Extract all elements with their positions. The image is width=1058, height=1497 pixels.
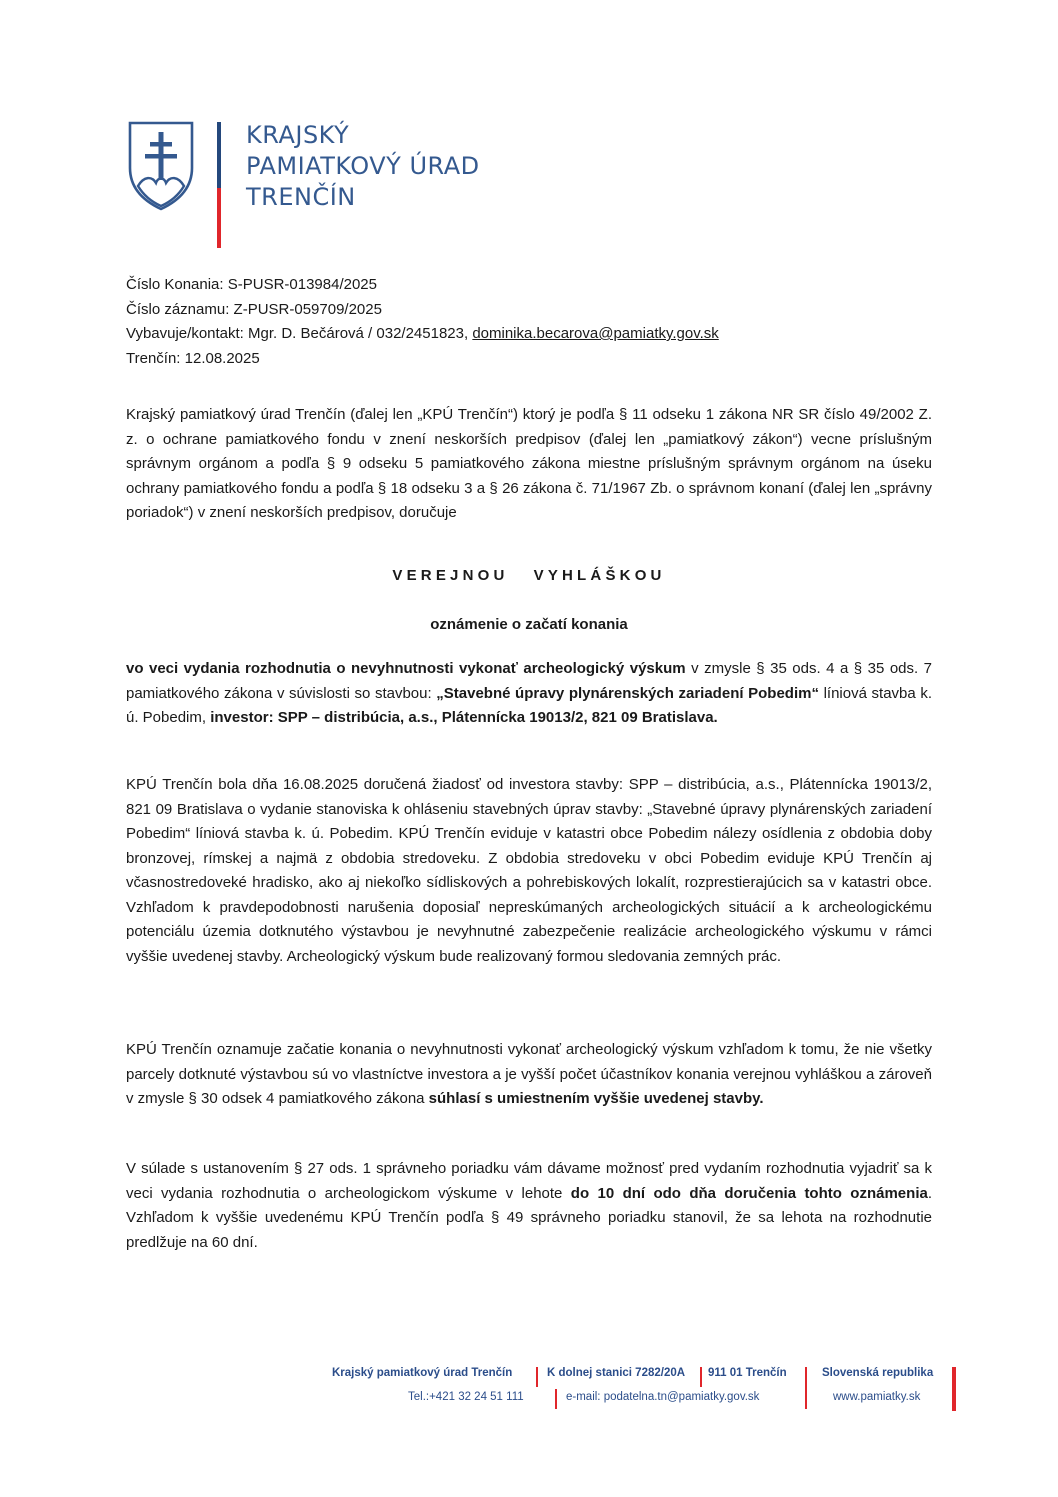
paragraph-announcement-bold: súhlasí s umiestnením vyššie uvedenej stavby. [428, 1090, 764, 1107]
case-number: Číslo Konania: S-PUSR-013984/2025 [126, 276, 377, 293]
logo-wordmark [246, 120, 480, 213]
footer-divider [805, 1367, 807, 1409]
document-metadata [126, 273, 719, 371]
subject-text-1: v zmysle § 35 ods. 4 a § 35 ods. 7 pamiatkového zákona v súvislosti so stavbou: [126, 660, 933, 702]
logo-divider [217, 122, 221, 248]
logo-line-1: KRAJSKÝ [246, 121, 350, 149]
subject-bold-1: vo veci vydania rozhodnutia o nevyhnutnosti vykonať archeologický výskum [126, 660, 686, 677]
subject-bold-2: „Stavebné úpravy plynárenských zariadení Pobedim“ [436, 684, 819, 702]
document-date: Trenčín: 12.08.2025 [126, 349, 260, 367]
paragraph-deadline-text-2: . Vzhľadom k vyššie uvedenému KPÚ Trenčín podľa § 49 správneho poriadku stanovil, že sa lehota na rozhodnutie predlžuje na 60 dní. [126, 1184, 932, 1251]
paragraph-deadline-bold: do 10 dní odo dňa doručenia tohto oznámenia [570, 1184, 928, 1202]
subject-paragraph [126, 657, 932, 731]
record-number: Číslo záznamu: Z-PUSR-059709/2025 [126, 300, 382, 318]
footer-email[interactable]: e-mail: podatelna.tn@pamiatky.gov.sk [566, 1391, 760, 1403]
intro-paragraph: Krajský pamiatkový úrad Trenčín (ďalej len „KPÚ Trenčín“) ktorý je podľa § 11 odseku 1 zákona NR SR číslo 49/2002 Z. z. o ochrane pamiatkového fondu v znení neskorších predpisov (ďalej len „pamiatkový zákon“) vecne príslušným správnym orgánom a podľa § 9 odseku 5 pamiatkového zákona miestne príslušným správnym orgánom na úseku ochrany pamiatkového fondu a podľa § 18 odseku 3 a § 26 zákona č. 71/1967 Zb. o správnom konaní (ďalej len „správny poriadok“) v znení neskorších predpisov, doručuje [126, 406, 932, 521]
footer-divider [952, 1367, 956, 1411]
contact-prefix: Vybavuje/kontakt: Mgr. D. Bečárová / 032/2451823, [126, 325, 473, 342]
office-logo [126, 120, 546, 250]
page-footer [300, 1367, 970, 1411]
paragraph-request: KPÚ Trenčín bola dňa 16.08.2025 doručená žiadosť od investora stavby: SPP – distribúcia, a.s., Plátennícka 19013/2, 821 09 Bratislava o vydanie stanoviska k ohláseniu stavebných úprav stavby: „Stavebné úpravy plynárenských zariadení Pobedim“ líniová stavba k. ú. Pobedim. KPÚ Trenčín eviduje v katastri obce Pobedim nálezy osídlenia z obdobia doby bronzovej, rímskej a najmä z obdobia stredoveku. Z obdobia stredoveku v obci Pobedim eviduje KPÚ Trenčín aj včasnostredoveké hradisko, ako aj niekoľko sídliskových a pohrebiskových lokalít, rozprestierajúcich sa v katastri obce. Vzhľadom k pravdepodobnosti narušenia doposiaľ nepreskúmaných archeologických situácií a k archeologickému potenciálu územia dotknutého výstavbou je nevyhnutné zabezpečenie realizácie archeologického výskumu v rámci vyššie uvedenej stavby. Archeologický výskum bude realizovaný formou sledovania zemných prác. [126, 776, 932, 965]
paragraph-deadline [126, 1157, 932, 1255]
contact-email-link[interactable]: dominika.becarova@pamiatky.gov.sk [472, 325, 719, 342]
paragraph-announcement-text: KPÚ Trenčín oznamuje začatie konania o nevyhnutnosti vykonať archeologický výskum vzhľadom k tomu, že nie všetky parcely dotknuté výstavbou sú vo vlastníctve investora a je vyšší počet účastníkov konania verejnou vyhláškou a zároveň v zmysle § 30 odsek 4 pamiatkového zákona [126, 1041, 932, 1107]
footer-city: 911 01 Trenčín [708, 1367, 787, 1379]
contact-line [126, 322, 719, 347]
document-heading: VEREJNOU VYHLÁŠKOU [392, 567, 666, 584]
paragraph-announcement [126, 1038, 932, 1112]
slovak-coat-of-arms-icon [126, 120, 196, 212]
footer-website[interactable]: www.pamiatky.sk [833, 1391, 921, 1403]
subject-text-2: líniová stavba k. ú. Pobedim, [126, 684, 932, 726]
footer-divider [555, 1389, 557, 1409]
logo-line-3: TRENČÍN [246, 183, 356, 211]
footer-street: K dolnej stanici 7282/20A [547, 1367, 686, 1379]
footer-divider [700, 1367, 702, 1387]
footer-country: Slovenská republika [822, 1367, 934, 1379]
paragraph-deadline-text-1: V súlade s ustanovením § 27 ods. 1 správneho poriadku vám dávame možnosť pred vydaním rozhodnutia vyjadriť sa k veci vydania rozhodnutia o archeologickom výskume v lehote [126, 1160, 932, 1202]
logo-line-2: PAMIATKOVÝ ÚRAD [246, 152, 480, 180]
subject-bold-3: investor: SPP – distribúcia, a.s., Plátennícka 19013/2, 821 09 Bratislava. [210, 709, 718, 726]
footer-phone: Tel.:+421 32 24 51 111 [408, 1391, 524, 1403]
footer-office: Krajský pamiatkový úrad Trenčín [332, 1367, 513, 1379]
footer-divider [536, 1367, 538, 1387]
document-subheading: oznámenie o začatí konania [430, 616, 628, 633]
